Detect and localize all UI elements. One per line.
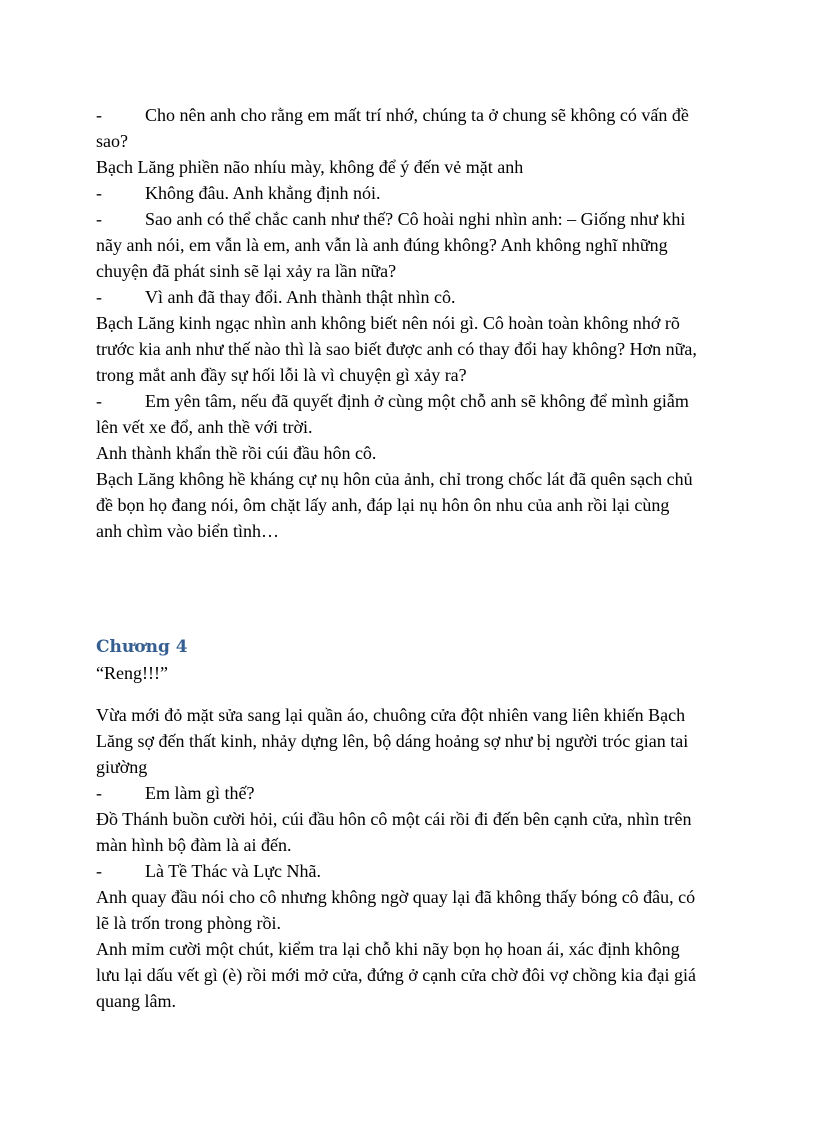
line-text: lên vết xe đổ, anh thề với trời. <box>96 417 313 437</box>
paragraph-line <box>96 232 736 258</box>
line-text: lưu lại dấu vết gì (è) rồi mới mở cửa, đứng ở cạnh cửa chờ đôi vợ chồng kia đại giá <box>96 965 696 985</box>
line-text: chuyện đã phát sinh sẽ lại xảy ra lần nữa? <box>96 261 397 281</box>
line-text: giường <box>96 757 148 777</box>
paragraph-line <box>96 362 736 388</box>
line-text: Anh thành khẩn thề rồi cúi đầu hôn cô. <box>96 443 377 463</box>
paragraph-line <box>96 728 736 754</box>
paragraph-line <box>96 492 736 518</box>
line-text: Lăng sợ đến thất kinh, nhảy dựng lên, bộ dáng hoảng sợ như bị người tróc gian tai <box>96 731 689 751</box>
line-text: Anh quay đầu nói cho cô nhưng không ngờ quay lại đã không thấy bóng cô đâu, có <box>96 887 696 907</box>
line-text: Cho nên anh cho rằng em mất trí nhớ, chúng ta ở chung sẽ không có vấn đề <box>145 105 689 125</box>
chapter-heading: Chương 4 <box>96 637 188 657</box>
dialogue-dash: - <box>96 287 102 307</box>
dialogue-dash: - <box>96 783 102 803</box>
line-text: trước kia anh như thế nào thì là sao biết được anh có thay đổi hay không? Hơn nữa, <box>96 339 697 359</box>
line-text: trong mắt anh đầy sự hối lỗi là vì chuyện gì xảy ra? <box>96 365 467 385</box>
paragraph-line <box>96 128 736 154</box>
paragraph-line <box>96 518 736 544</box>
line-text: Vừa mới đỏ mặt sửa sang lại quần áo, chuông cửa đột nhiên vang liên khiến Bạch <box>96 705 686 725</box>
text-block-2 <box>96 702 736 1014</box>
quote-line <box>96 660 736 686</box>
paragraph-line <box>96 388 736 414</box>
line-text: Bạch Lăng không hề kháng cự nụ hôn của ảnh, chỉ trong chốc lát đã quên sạch chủ <box>96 469 693 489</box>
paragraph-line <box>96 754 736 780</box>
paragraph-line <box>96 440 736 466</box>
dialogue-dash: - <box>96 391 102 411</box>
dialogue-dash: - <box>96 861 102 881</box>
line-text: Anh mỉm cười một chút, kiểm tra lại chỗ khi nãy bọn họ hoan ái, xác định không <box>96 939 680 959</box>
paragraph-line <box>96 884 736 910</box>
paragraph-line <box>96 910 736 936</box>
paragraph-line <box>96 832 736 858</box>
paragraph-line <box>96 336 736 362</box>
paragraph-line <box>96 206 736 232</box>
dialogue-dash: - <box>96 209 102 229</box>
line-text: đề bọn họ đang nói, ôm chặt lấy anh, đáp lại nụ hôn ôn nhu của anh rồi lại cùng <box>96 495 670 515</box>
paragraph-line <box>96 962 736 988</box>
paragraph-line <box>96 180 736 206</box>
line-text: anh chìm vào biển tình… <box>96 521 279 541</box>
line-text: Là Tề Thác và Lực Nhã. <box>145 861 322 881</box>
line-text: màn hình bộ đàm là ai đến. <box>96 835 292 855</box>
paragraph-line <box>96 284 736 310</box>
line-text: lẽ là trốn trong phòng rồi. <box>96 913 281 933</box>
paragraph-line <box>96 466 736 492</box>
text-block-1 <box>96 102 736 544</box>
line-text: Em làm gì thế? <box>145 783 255 803</box>
paragraph-line <box>96 936 736 962</box>
paragraph-line <box>96 858 736 884</box>
paragraph-line <box>96 102 736 128</box>
paragraph-line <box>96 702 736 728</box>
line-text: Em yên tâm, nếu đã quyết định ở cùng một chỗ anh sẽ không để mình giẫm <box>145 391 689 411</box>
line-text: sao? <box>96 131 128 151</box>
paragraph-line <box>96 310 736 336</box>
line-text: nãy anh nói, em vẫn là em, anh vẫn là anh đúng không? Anh không nghĩ những <box>96 235 668 255</box>
paragraph-line <box>96 414 736 440</box>
line-text: quang lâm. <box>96 991 176 1011</box>
dialogue-dash: - <box>96 105 102 125</box>
line-text: Bạch Lăng kinh ngạc nhìn anh không biết nên nói gì. Cô hoàn toàn không nhớ rõ <box>96 313 680 333</box>
paragraph-line <box>96 780 736 806</box>
paragraph-line <box>96 154 736 180</box>
line-text: Vì anh đã thay đổi. Anh thành thật nhìn cô. <box>145 287 456 307</box>
line-text: Bạch Lăng phiền não nhíu mày, không để ý đến vẻ mặt anh <box>96 157 524 177</box>
line-text: Đồ Thánh buồn cười hỏi, cúi đầu hôn cô một cái rồi đi đến bên cạnh cửa, nhìn trên <box>96 809 692 829</box>
line-text: Sao anh có thể chắc canh như thế? Cô hoài nghi nhìn anh: – Giống như khi <box>145 209 686 229</box>
paragraph-line <box>96 806 736 832</box>
line-text: Không đâu. Anh khẳng định nói. <box>145 183 381 203</box>
dialogue-dash: - <box>96 183 102 203</box>
paragraph-line <box>96 988 736 1014</box>
quote-text: “Reng!!!” <box>96 663 168 683</box>
paragraph-line <box>96 258 736 284</box>
